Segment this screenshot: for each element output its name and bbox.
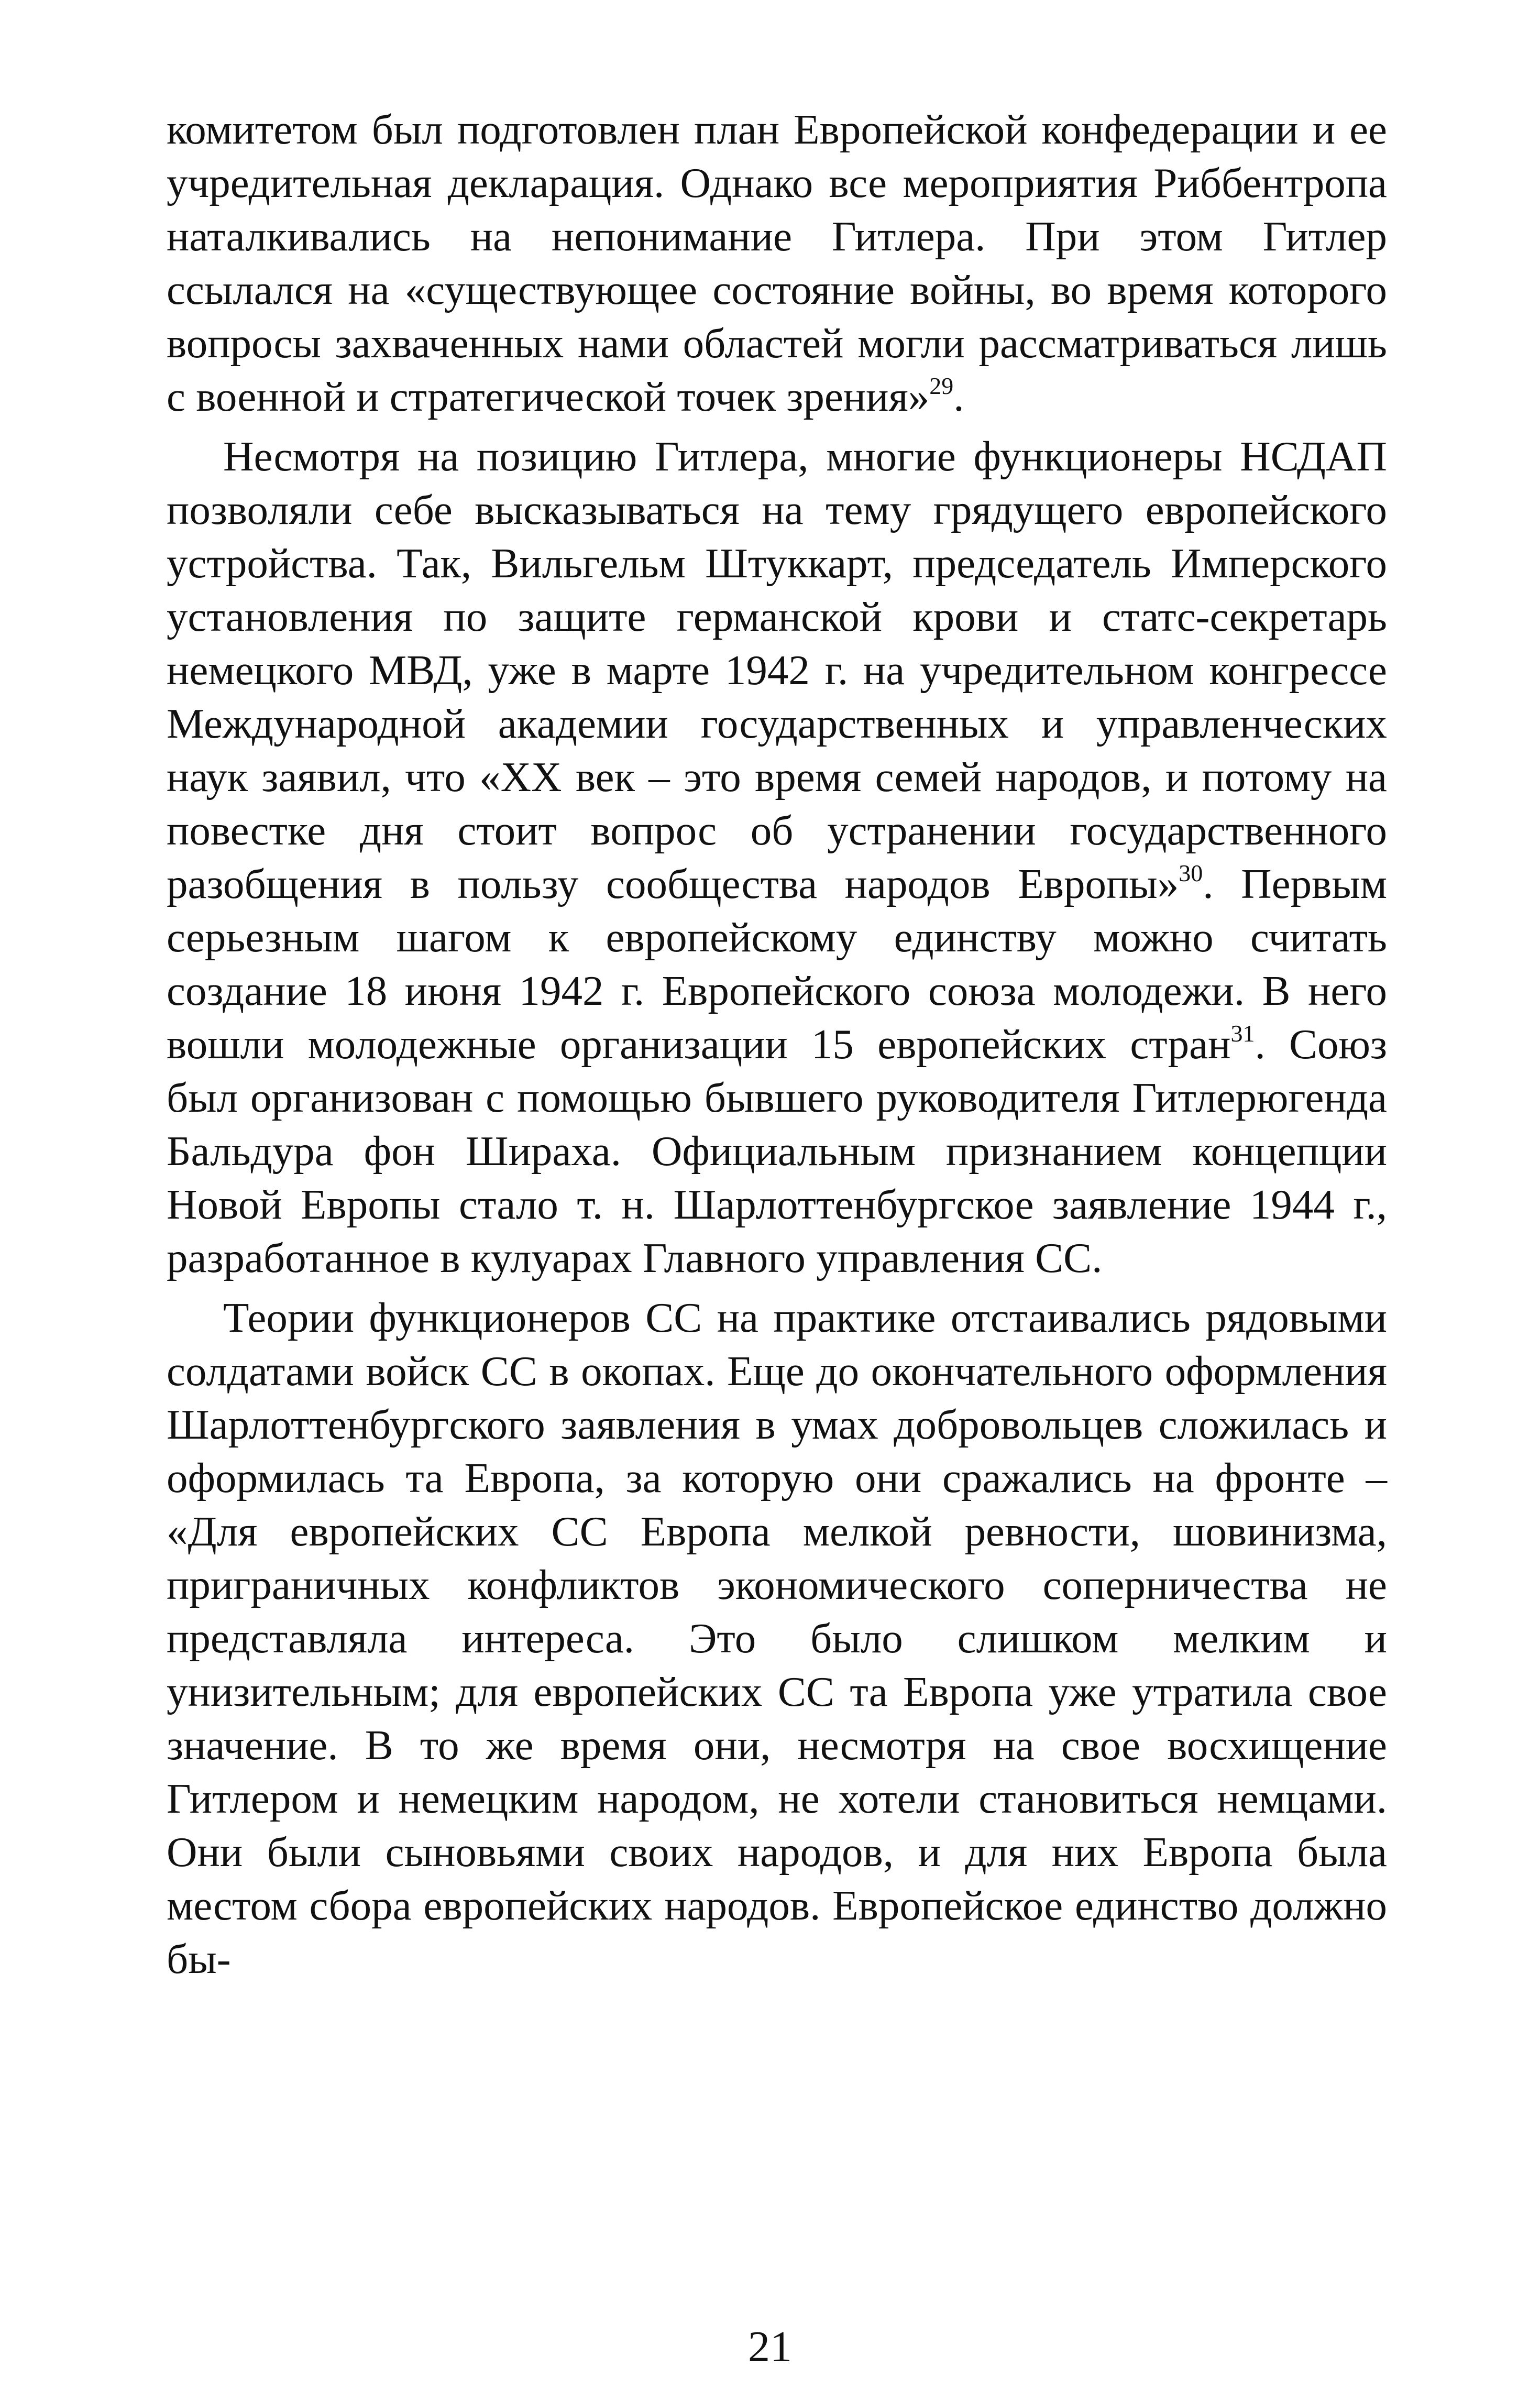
paragraph-2-text-1: Несмотря на позицию Гитлера, многие функционеры НСДАП позволяли себе высказываться на тему грядущего европейского устройства. Так, Вильгельм Штуккарт, председатель Имперского установления по защите германской крови и статс-секретарь немецкого МВД, уже в марте 1942 г. на учредительном конгрессе Международной академии государственных и управленческих наук заявил, что «XX век – это время семей народов, и потому на повестке дня стоит вопрос об устранении государственного разобщения в пользу сообщества народов Европы» xyxy=(167,433,1387,907)
paragraph-2-text-2: . Первым серьезным шагом к европейскому единству можно считать создание 18 июня 1942 г. Европейского союза молодежи. В него вошли молодежные организации 15 европейских стран xyxy=(167,860,1387,1068)
paragraph-1 xyxy=(167,103,1387,423)
footnote-marker-30: 30 xyxy=(1179,860,1203,886)
page-number: 21 xyxy=(748,2322,792,2371)
paragraph-2 xyxy=(167,430,1387,1285)
footnote-marker-31: 31 xyxy=(1230,1020,1255,1047)
paragraph-2-text-3: . Союз был организован с помощью бывшего руководителя Гитлерюгенда Бальдура фон Шираха. Официальным признанием концепции Новой Европы стало т. н. Шарлоттенбургское заявление 1944 г., разработанное в кулуарах Главного управления СС. xyxy=(167,1021,1387,1281)
footnote-marker-29: 29 xyxy=(929,372,954,399)
paragraph-1-text-2: . xyxy=(953,373,964,420)
paragraph-3 xyxy=(167,1291,1387,1986)
paragraph-3-text-1: Теории функционеров СС на практике отстаивались рядовыми солдатами войск СС в окопах. Еще до окончательного оформления Шарлоттенбургского заявления в умах добровольцев сложилась и оформилась та Европа, за которую они сражались на фронте – «Для европейских СС Европа мелкой ревности, шовинизма, приграничных конфликтов экономического соперничества не представляла интереса. Это было слишком мелким и унизительным; для европейских СС та Европа уже утратила свое значение. В то же время они, несмотря на свое восхищение Гитлером и немецким народом, не хотели становиться немцами. Они были сыновьями своих народов, и для них Европа была местом сбора европейских народов. Европейское единство должно бы- xyxy=(167,1294,1387,1982)
body-text xyxy=(167,103,1387,1992)
paragraph-1-text-1: комитетом был подготовлен план Европейской конфедерации и ее учредительная декларация. Однако все мероприятия Риббентропа наталкивались на непонимание Гитлера. При этом Гитлер ссылался на «существующее состояние войны, во время которого вопросы захваченных нами областей могли рассматриваться лишь с военной и стратегической точек зрения» xyxy=(167,106,1387,420)
